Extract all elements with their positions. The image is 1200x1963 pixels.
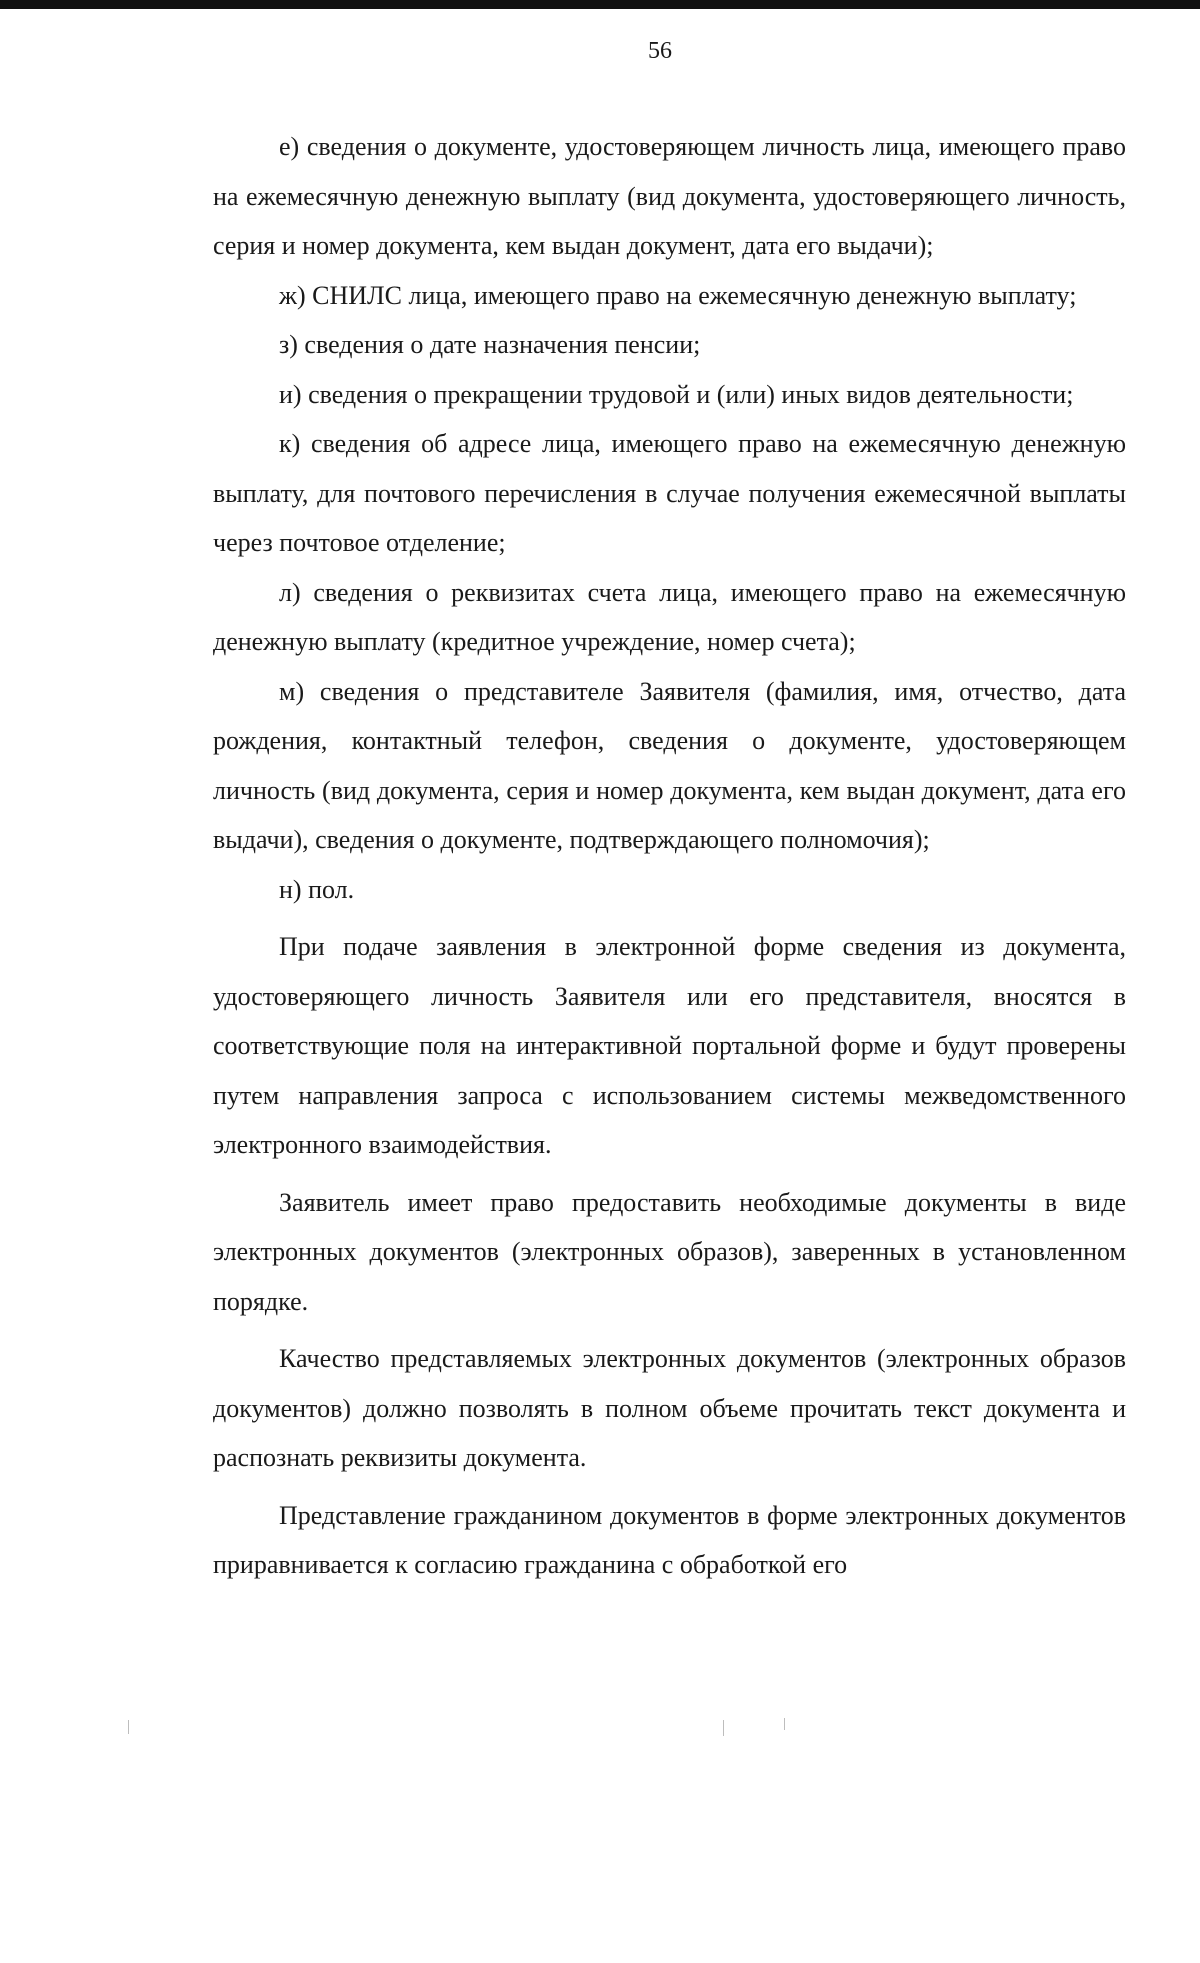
scan-artifact-right	[784, 1718, 785, 1730]
scan-artifact-left	[128, 1720, 129, 1734]
paragraph-item-n: н) пол.	[279, 874, 355, 904]
paragraph-document-quality: Качество представляемых электронных документов (электронных образов документов) должно позволять в полном объеме прочитать текст документа и распознать реквизиты документа.	[213, 1344, 1126, 1472]
paragraph-item-e: е) сведения о документе, удостоверяющем личность лица, имеющего право на ежемесячную денежную выплату (вид документа, удостоверяющего личность, серия и номер документа, кем выдан документ, дата его выдачи);	[213, 132, 1126, 260]
paragraph-electronic-submission: При подаче заявления в электронной форме сведения из документа, удостоверяющего личность Заявителя или его представителя, вносятся в соответствующие поля на интерактивной портальной форме и будут проверены путем направления запроса с использованием системы межведомственного электронного взаимодействия.	[213, 932, 1126, 1159]
paragraph-item-i: и) сведения о прекращении трудовой и (или) иных видов деятельности;	[279, 379, 1074, 409]
paragraph-consent: Представление гражданином документов в форме электронных документов приравнивается к согласию гражданина с обработкой его	[213, 1500, 1126, 1579]
paragraph-item-m: м) сведения о представителе Заявителя (фамилия, имя, отчество, дата рождения, контактный телефон, сведения о документе, удостоверяющем личность (вид документа, серия и номер документа, кем выдан документ, дата его выдачи), сведения о документе, подтверждающего полномочия);	[213, 676, 1126, 854]
paragraph-item-z: з) сведения о дате назначения пенсии;	[279, 330, 701, 359]
paragraph-applicant-right: Заявитель имеет право предоставить необходимые документы в виде электронных документов (электронных образов), заверенных в установленном порядке.	[213, 1187, 1126, 1316]
paragraph-item-l: л) сведения о реквизитах счета лица, имеющего право на ежемесячную денежную выплату (кредитное учреждение, номер счета);	[213, 577, 1126, 656]
page-number: 56	[648, 38, 672, 64]
paragraph-item-zh: ж) СНИЛС лица, имеющего право на ежемесячную денежную выплату;	[279, 280, 1077, 310]
scan-top-border	[0, 0, 1200, 9]
document-body	[213, 122, 1126, 1590]
scan-artifact-center	[723, 1720, 724, 1736]
paragraph-item-k: к) сведения об адресе лица, имеющего право на ежемесячную денежную выплату, для почтового перечисления в случае получения ежемесячной выплаты через почтовое отделение;	[213, 429, 1126, 557]
